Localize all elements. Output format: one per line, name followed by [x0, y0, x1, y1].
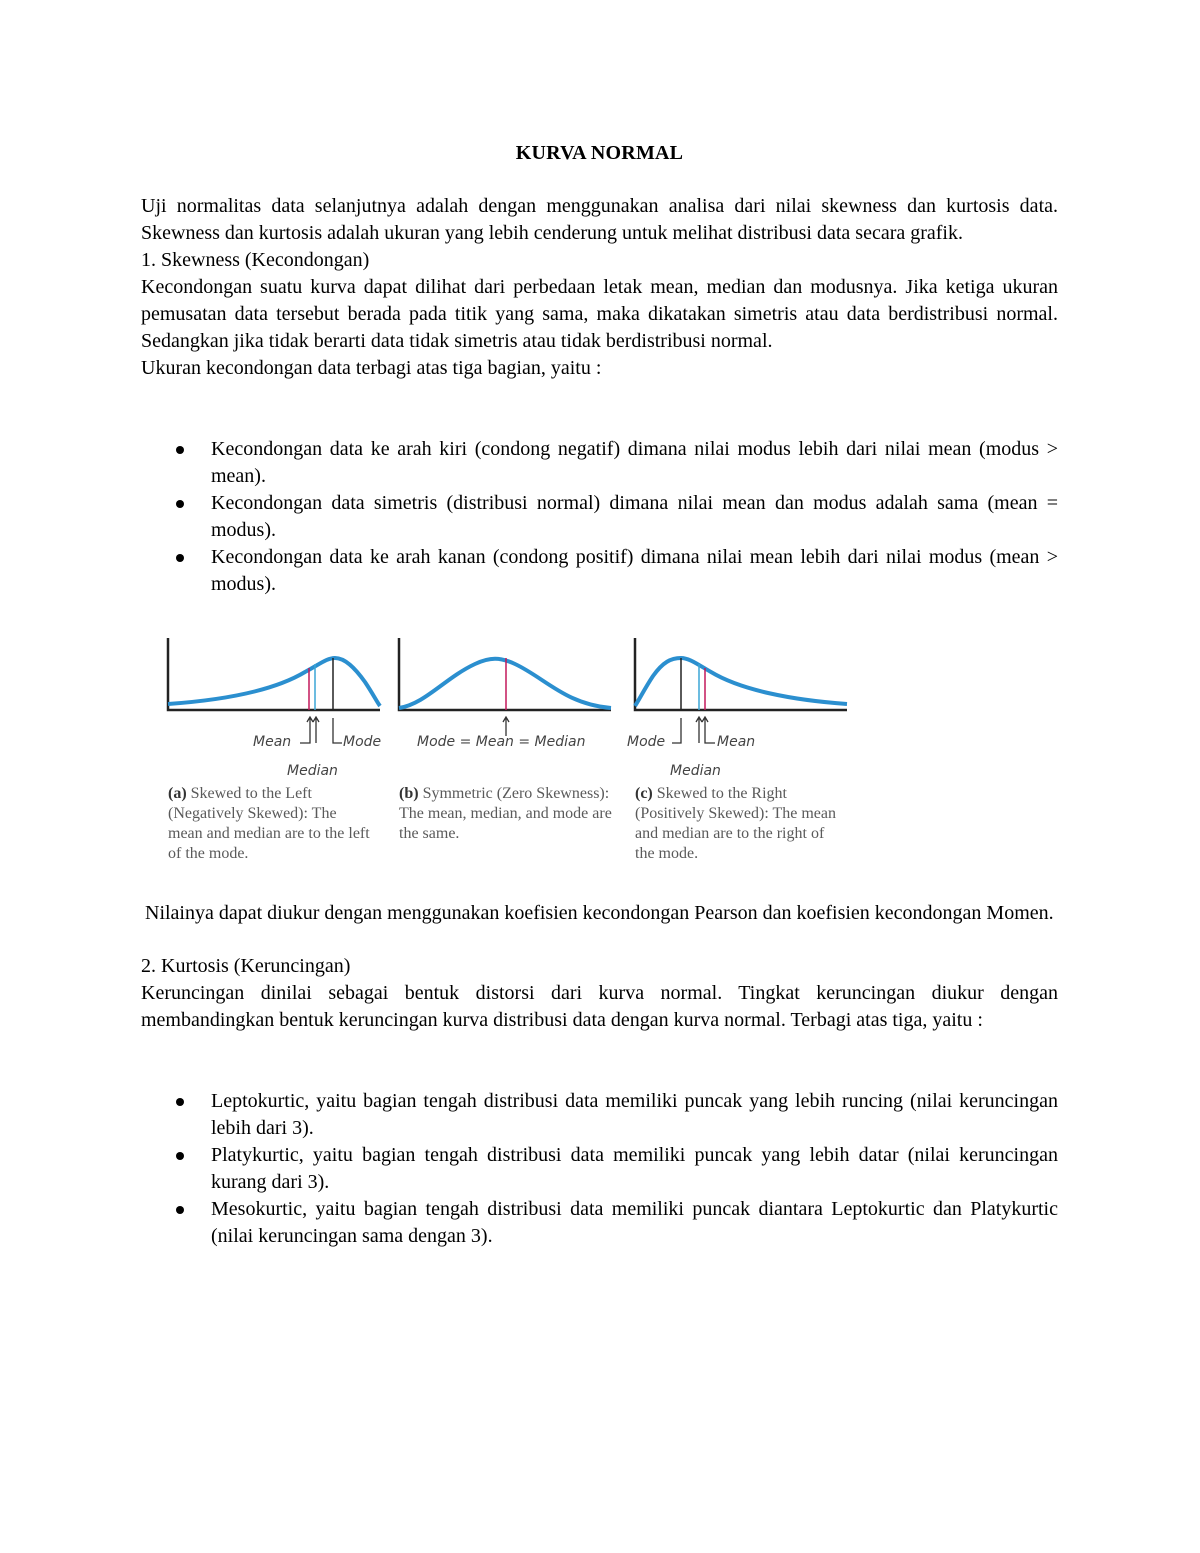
list-item: Kecondongan data ke arah kanan (condong positif) dimana nilai mean lebih dari nilai modus (mean > modus).: [141, 544, 1058, 598]
panel-c-arrows: [672, 717, 715, 743]
panel-c-curve: [635, 658, 847, 706]
kurtosis-heading: 2. Kurtosis (Keruncingan): [141, 955, 351, 977]
skewness-body: Kecondongan suatu kurva dapat dilihat dari perbedaan letak mean, median dan modusnya. Jika ketiga ukuran pemusatan data tersebut berada pada titik yang sama, maka dikatakan simetris atau data berdistribusi normal. Sedangkan jika tidak berarti data tidak simetris atau tidak berdistribusi normal.: [141, 276, 1058, 352]
panel-b-label: Mode = Mean = Median: [417, 734, 586, 750]
panel-a-mode-label: Mode: [343, 734, 382, 750]
panel-a-arrows: [300, 717, 342, 743]
skewness-figure: [165, 638, 885, 878]
panel-c-median-label: Median: [670, 763, 721, 779]
panel-b-curve: [399, 659, 611, 708]
bullet-icon: [176, 1098, 184, 1106]
list-item: Kecondongan data simetris (distribusi normal) dimana nilai mean dan modus adalah sama (mean = modus).: [141, 490, 1058, 544]
document-page: [141, 140, 1058, 1250]
panel-b-caption: (b) Symmetric (Zero Skewness): The mean, median, and mode are the same.: [399, 785, 612, 842]
list-item: Leptokurtic, yaitu bagian tengah distribusi data memiliki puncak yang lebih runcing (nilai keruncingan lebih dari 3).: [141, 1088, 1058, 1142]
list-item: Mesokurtic, yaitu bagian tengah distribusi data memiliki puncak diantara Leptokurtic dan Platykurtic (nilai keruncingan sama dengan 3).: [141, 1196, 1058, 1250]
kurtosis-list: [141, 1088, 1058, 1250]
panel-c-graph: [627, 638, 847, 779]
intro-paragraph: Uji normalitas data selanjutnya adalah dengan menggunakan analisa dari nilai skewness dan kurtosis data. Skewness dan kurtosis adalah ukuran yang lebih cenderung untuk melihat distribusi data secara grafik.: [141, 195, 1058, 244]
list-item: Platykurtic, yaitu bagian tengah distribusi data memiliki puncak yang lebih datar (nilai keruncingan kurang dari 3).: [141, 1142, 1058, 1196]
panel-c-mode-label: Mode: [627, 734, 666, 750]
skewness-list-intro: Ukuran kecondongan data terbagi atas tiga bagian, yaitu :: [141, 357, 602, 379]
after-figure-paragraph: Nilainya dapat diukur dengan menggunakan koefisien kecondongan Pearson dan koefisien kecondongan Momen.: [145, 902, 1054, 924]
bullet-icon: [176, 500, 184, 508]
page-title: KURVA NORMAL: [515, 142, 684, 164]
bullet-icon: [176, 554, 184, 562]
kurtosis-body: Keruncingan dinilai sebagai bentuk distorsi dari kurva normal. Tingkat keruncingan diukur dengan membandingkan bentuk keruncingan kurva distribusi data dengan kurva normal. Terbagi atas tiga, yaitu :: [141, 982, 1058, 1031]
panel-a-curve: [168, 658, 380, 706]
skewness-list: [141, 436, 1058, 598]
list-item: Kecondongan data ke arah kiri (condong negatif) dimana nilai modus lebih dari nilai mean (modus > mean).: [141, 436, 1058, 490]
panel-a-mean-label: Mean: [253, 734, 292, 750]
bullet-icon: [176, 1152, 184, 1160]
panel-a-median-label: Median: [287, 763, 338, 779]
panel-a-caption: (a) Skewed to the Left (Negatively Skewed): The mean and median are to the left of the mode.: [168, 785, 370, 862]
skewness-heading: 1. Skewness (Kecondongan): [141, 249, 370, 271]
bullet-icon: [176, 446, 184, 454]
bullet-icon: [176, 1206, 184, 1214]
panel-c-mean-label: Mean: [717, 734, 756, 750]
panel-c-caption: (c) Skewed to the Right (Positively Skewed): The mean and median are to the right of the mode.: [635, 785, 836, 862]
panel-a-graph: [168, 638, 381, 779]
panel-b-graph: [399, 638, 611, 750]
